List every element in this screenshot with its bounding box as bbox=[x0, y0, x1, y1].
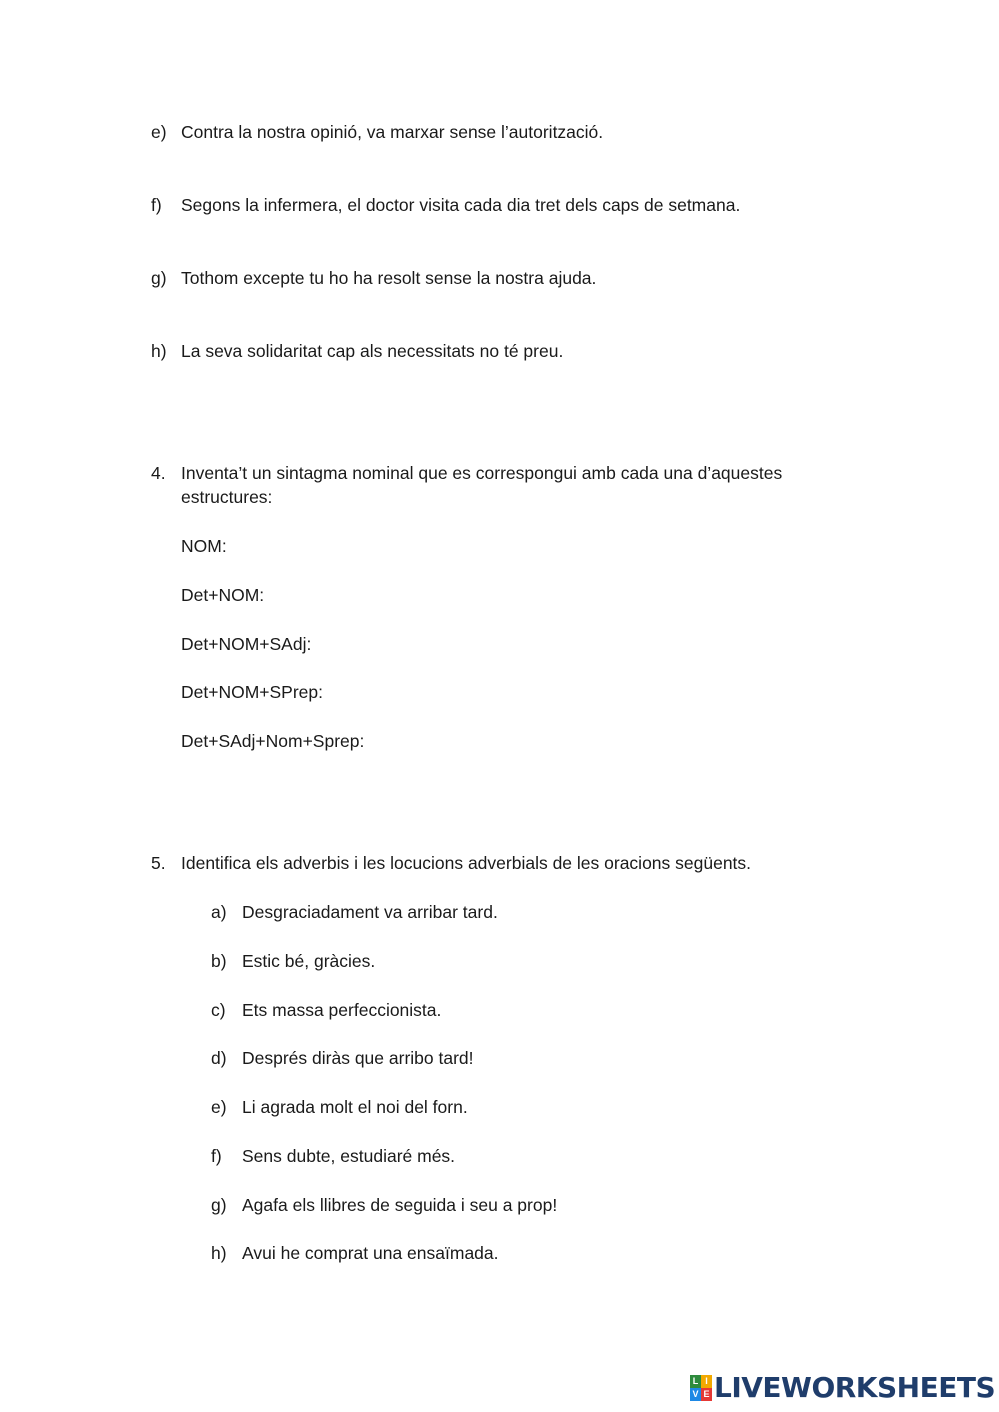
q5-item-b-text: Estic bé, gràcies. bbox=[242, 951, 376, 971]
prev-item-h-marker: h) bbox=[151, 341, 167, 361]
q5-item-c-text: Ets massa perfeccionista. bbox=[242, 1000, 442, 1020]
liveworksheets-brand[interactable] bbox=[690, 1372, 995, 1404]
logo-letter-e: E bbox=[701, 1388, 712, 1401]
prev-item-g-marker: g) bbox=[151, 268, 167, 288]
q5-item-a-text: Desgraciadament va arribar tard. bbox=[242, 902, 498, 922]
logo-letter-l: L bbox=[690, 1375, 701, 1388]
structure-det-nom-sprep: Det+NOM+SPrep: bbox=[181, 682, 323, 702]
question-5-number: 5. bbox=[151, 853, 166, 873]
q5-item-f-marker: f) bbox=[211, 1146, 222, 1166]
question-4-prompt-line2: estructures: bbox=[181, 487, 273, 507]
q5-item-g-marker: g) bbox=[211, 1195, 227, 1215]
q5-item-h-text: Avui he comprat una ensaïmada. bbox=[242, 1243, 499, 1263]
q5-item-e-text: Li agrada molt el noi del forn. bbox=[242, 1097, 468, 1117]
logo-letter-v: V bbox=[690, 1388, 701, 1401]
structure-det-sadj-nom-sprep: Det+SAdj+Nom+Sprep: bbox=[181, 731, 365, 751]
q5-item-f-text: Sens dubte, estudiaré més. bbox=[242, 1146, 456, 1166]
prev-item-f-text: Segons la infermera, el doctor visita cada dia tret dels caps de setmana. bbox=[181, 195, 741, 215]
structure-det-nom-sadj: Det+NOM+SAdj: bbox=[181, 634, 312, 654]
q5-item-h-marker: h) bbox=[211, 1243, 227, 1263]
q5-item-g-text: Agafa els llibres de seguida i seu a prop! bbox=[242, 1195, 558, 1215]
q5-item-d-marker: d) bbox=[211, 1048, 227, 1068]
liveworksheets-logo-icon bbox=[690, 1375, 712, 1401]
question-4-prompt-line1: Inventa’t un sintagma nominal que es correspongui amb cada una d’aquestes bbox=[181, 463, 783, 483]
question-5-prompt: Identifica els adverbis i les locucions adverbials de les oracions següents. bbox=[181, 853, 752, 873]
structure-det-nom: Det+NOM: bbox=[181, 585, 265, 605]
prev-item-g-text: Tothom excepte tu ho ha resolt sense la nostra ajuda. bbox=[181, 268, 597, 288]
q5-item-c-marker: c) bbox=[211, 1000, 226, 1020]
prev-item-f-marker: f) bbox=[151, 195, 162, 215]
liveworksheets-wordmark: LIVEWORKSHEETS bbox=[714, 1371, 996, 1404]
structure-nom: NOM: bbox=[181, 536, 227, 556]
q5-item-e-marker: e) bbox=[211, 1097, 227, 1117]
prev-item-e-marker: e) bbox=[151, 122, 167, 142]
q5-item-a-marker: a) bbox=[211, 902, 227, 922]
prev-item-h-text: La seva solidaritat cap als necessitats no té preu. bbox=[181, 341, 564, 361]
q5-item-d-text: Després diràs que arribo tard! bbox=[242, 1048, 474, 1068]
question-4-number: 4. bbox=[151, 463, 166, 483]
prev-item-e-text: Contra la nostra opinió, va marxar sense l’autorització. bbox=[181, 122, 604, 142]
q5-item-b-marker: b) bbox=[211, 951, 227, 971]
logo-letter-i: I bbox=[701, 1375, 712, 1388]
